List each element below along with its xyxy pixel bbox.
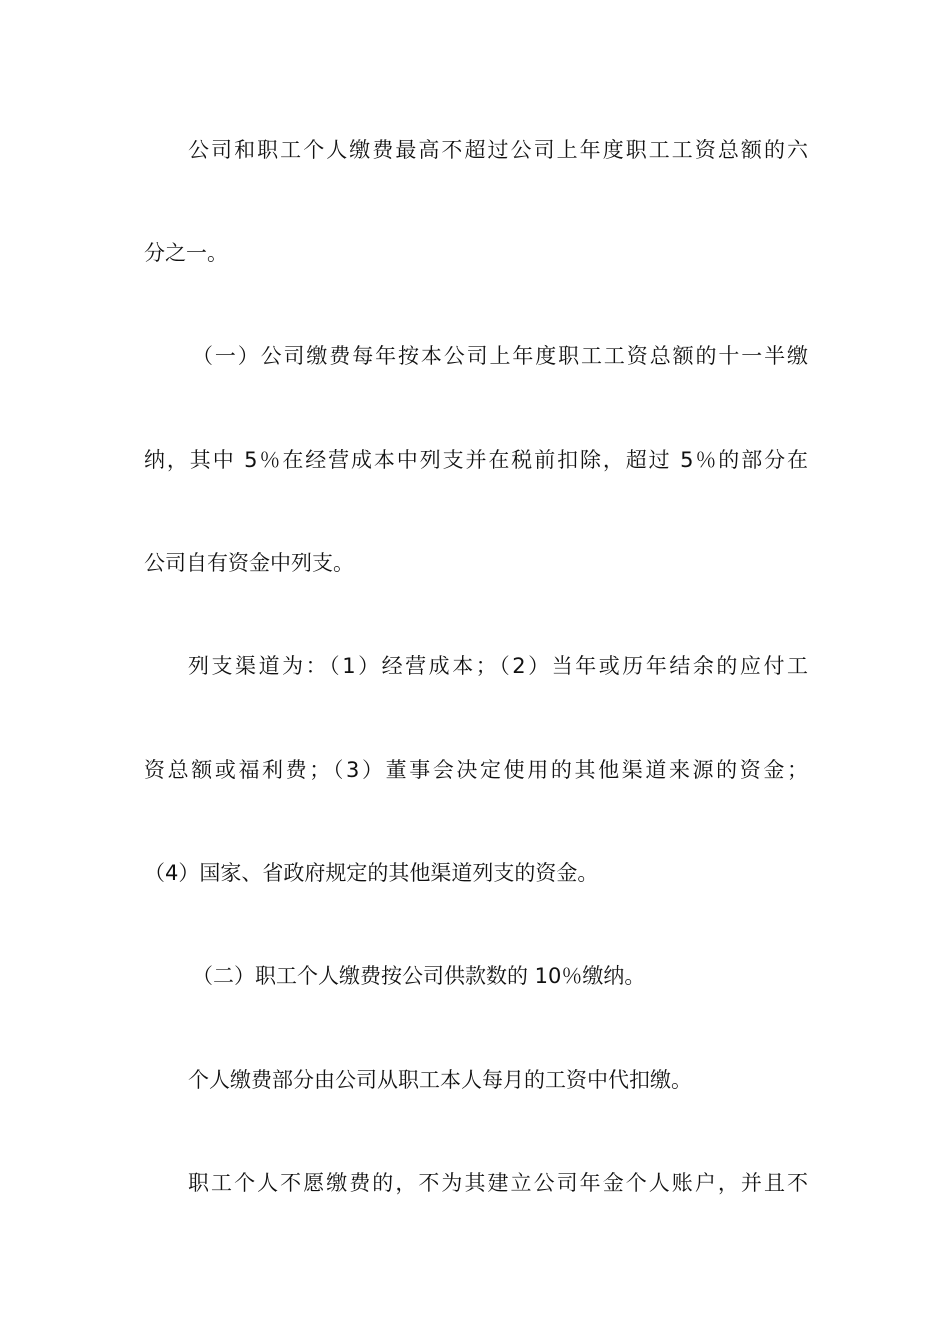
paragraph-line-1: 公司和职工个人缴费最高不超过公司上年度职工工资总额的六 — [188, 138, 808, 162]
paragraph-line-10: 个人缴费部分由公司从职工本人每月的工资中代扣缴。 — [188, 1068, 692, 1092]
paragraph-line-11: 职工个人不愿缴费的，不为其建立公司年金个人账户，并且不 — [188, 1171, 808, 1195]
paragraph-line-6: 列支渠道为：（1）经营成本；（2）当年或历年结余的应付工 — [188, 654, 808, 678]
paragraph-line-2: 分之一。 — [144, 241, 228, 265]
paragraph-line-7: 资总额或福利费；（3）董事会决定使用的其他渠道来源的资金； — [144, 758, 808, 782]
paragraph-line-4: 纳，其中 5％在经营成本中列支并在税前扣除，超过 5％的部分在 — [144, 448, 808, 472]
paragraph-line-8: （4）国家、省政府规定的其他渠道列支的资金。 — [144, 861, 599, 885]
paragraph-line-5: 公司自有资金中列支。 — [144, 551, 354, 575]
paragraph-line-3: （一）公司缴费每年按本公司上年度职工工资总额的十一半缴 — [192, 344, 808, 368]
paragraph-line-9: （二）职工个人缴费按公司供款数的 10％缴纳。 — [192, 964, 646, 988]
